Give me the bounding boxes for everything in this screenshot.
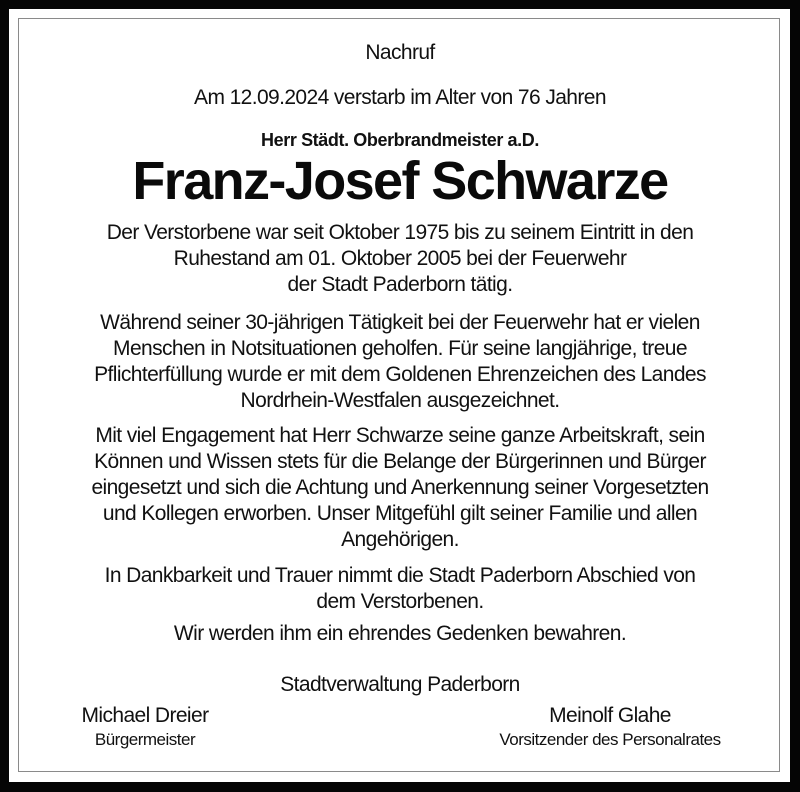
paragraph-line: und Kollegen erworben. Unser Mitgefühl gilt seiner Familie und allen [102, 502, 698, 525]
paragraph-achievements [0, 310, 800, 414]
paragraph-service [0, 220, 800, 298]
paragraph-line: der Stadt Paderborn tätig. [287, 273, 513, 296]
paragraph-line: In Dankbarkeit und Trauer nimmt die Stadt Paderborn Abschied von [104, 564, 696, 587]
paragraph-line: Während seiner 30-jährigen Tätigkeit bei der Feuerwehr hat er vielen [100, 311, 700, 334]
deceased-name: Franz-Josef Schwarze [132, 151, 668, 211]
paragraph-line: Pflichterfüllung wurde er mit dem Goldenen Ehrenzeichen des Landes [94, 363, 706, 386]
signatory-staff-council [470, 703, 750, 751]
signatory-name: Michael Dreier [81, 704, 209, 727]
paragraph-line: Ruhestand am 01. Oktober 2005 bei der Feuerwehr [173, 247, 627, 270]
paragraph-line: Der Verstorbene war seit Oktober 1975 bis zu seinem Eintritt in den [106, 221, 694, 244]
paragraph-line: Mit viel Engagement hat Herr Schwarze seine ganze Arbeitskraft, sein [95, 424, 705, 447]
paragraph-engagement [0, 423, 800, 553]
organization-name: Stadtverwaltung Paderborn [280, 673, 520, 696]
rank-title: Herr Städt. Oberbrandmeister a.D. [261, 130, 539, 150]
signatory-mayor [50, 703, 240, 751]
paragraph-line: Können und Wissen stets für die Belange der Bürgerinnen und Bürger [94, 450, 706, 473]
paragraph-line: Angehörigen. [341, 528, 459, 551]
paragraph-line: Wir werden ihm ein ehrendes Gedenken bewahren. [173, 622, 627, 645]
paragraph-farewell [0, 563, 800, 615]
signatory-role: Vorsitzender des Personalrates [499, 730, 721, 749]
signatory-role: Bürgermeister [94, 730, 196, 749]
death-line: Am 12.09.2024 verstarb im Alter von 76 Jahren [194, 86, 606, 109]
paragraph-line: Menschen in Notsituationen geholfen. Für seine langjährige, treue [113, 337, 687, 360]
paragraph-line: dem Verstorbenen. [316, 590, 484, 613]
notice-kicker: Nachruf [365, 41, 435, 64]
paragraph-remembrance [0, 621, 800, 647]
paragraph-line: eingesetzt und sich die Achtung und Anerkennung seiner Vorgesetzten [91, 476, 709, 499]
signatory-name: Meinolf Glahe [549, 704, 671, 727]
paragraph-line: Nordrhein-Westfalen ausgezeichnet. [240, 389, 560, 412]
